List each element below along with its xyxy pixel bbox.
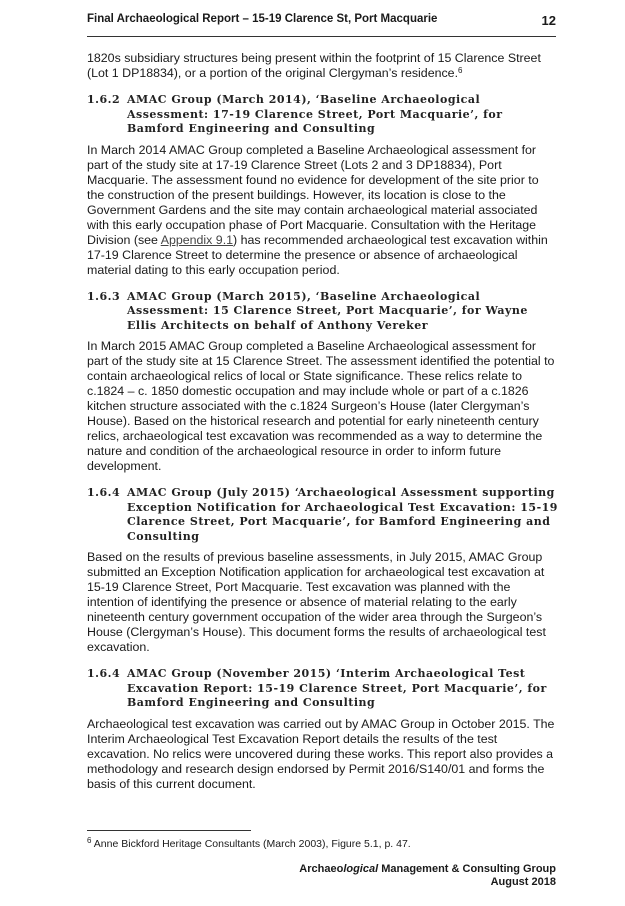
footnote-marker: 6 xyxy=(87,836,92,845)
section-paragraph-1-6-2 xyxy=(87,143,559,278)
paragraph-text: In March 2014 AMAC Group completed a Baseline Archaeological assessment for part of the study site at 17-19 Clarence Street (Lots 2 and 3 DP18834), Port Macquarie. The assessment found no evidence for development of the site prior to the construction of the present buildings. However, its location is close to the Government Gardens and the site may contain archaeological material associated with this early occupation phase of Port Macquarie. Consultation with the Heritage Division (see xyxy=(87,142,539,247)
section-paragraph-1-6-4-november xyxy=(87,717,559,792)
footnote-divider xyxy=(87,830,251,831)
section-heading-1-6-4-july xyxy=(87,486,559,544)
section-paragraph-1-6-4-july xyxy=(87,550,559,655)
section-heading-1-6-3 xyxy=(87,290,559,334)
paragraph-text: Based on the results of previous baseline assessments, in July 2015, AMAC Group submitted an Exception Notification application for archaeological test excavation at 15-19 Clarence Street, Port Macquarie. Test excavation was planned with the intention of identifying the presence or absence of material relating to the early nineteenth century government occupation of the wider area through the Surgeon’s House (Clergyman’s House). This document forms the results of archaeological test excavation. xyxy=(87,550,546,654)
intro-text: 1820s subsidiary structures being present within the footprint of 15 Clarence Street (Lot 1 DP18834), or a portion of the original Clergyman’s residence. xyxy=(87,51,541,80)
footnote-text: Anne Bickford Heritage Consultants (March 2003), Figure 5.1, p. 47. xyxy=(93,838,411,850)
page-footer xyxy=(299,863,556,889)
paragraph-text: In March 2015 AMAC Group completed a Baseline Archaeological assessment for part of the study site at 15 Clarence Street. The assessment identified the potential to contain archaeological relics of local or State significance. These relics relate to c.1824 – c. 1850 domestic occupation and may include whole or part of a c.1826 kitchen structure associated with the c.1824 Surgeon’s House (later Clergyman’s House). Based on the historical research and potential for early nineteenth century relics, archaeological test excavation was recommended as a way to determine the nature and condition of the archaeological resource in order to inform future development. xyxy=(87,339,555,473)
section-number: 1.6.4 xyxy=(87,667,121,680)
section-paragraph-1-6-3 xyxy=(87,339,559,474)
org-name-italic: logical xyxy=(343,863,379,875)
appendix-link[interactable]: Appendix 9.1 xyxy=(160,232,234,247)
paragraph-text: Archaeological test excavation was carried out by AMAC Group in October 2015. The Interim Archaeological Test Excavation Report details the results of the test excavation. No relics were uncovered during these works. This report also provides a methodology and research design endorsed by Permit 2016/S140/01 and forms the basis of this current document. xyxy=(87,716,555,791)
section-number: 1.6.2 xyxy=(87,93,121,106)
section-title: AMAC Group (November 2015) ‘Interim Archaeological Test Excavation Report: 15-19 Clarence Street, Port Macquarie’, for Bamford Engineering and Consulting xyxy=(127,667,547,709)
org-name-part: Management & Consulting Group xyxy=(378,863,556,875)
footnote xyxy=(87,838,411,850)
section-heading-1-6-4-november xyxy=(87,667,559,711)
intro-paragraph xyxy=(87,51,559,81)
section-number: 1.6.4 xyxy=(87,486,121,499)
footer-organisation xyxy=(299,863,556,876)
footnote-reference[interactable]: 6 xyxy=(458,66,463,75)
page-number: 12 xyxy=(541,13,556,28)
section-title: AMAC Group (July 2015) ‘Archaeological Assessment supporting Exception Notification for Archaeological Test Excavation: 15-19 Clarence Street, Port Macquarie’, for Bamford Engineering and Consulting xyxy=(127,486,558,543)
paragraph-text: ) has recommended archaeological test excavation within 17-19 Clarence Street to determine the presence or absence of archaeological material dating to this early occupation period. xyxy=(87,232,548,277)
section-title: AMAC Group (March 2014), ‘Baseline Archaeological Assessment: 17-19 Clarence Street, Port Macquarie’, for Bamford Engineering and Consulting xyxy=(127,93,503,135)
header-title: Final Archaeological Report – 15-19 Clarence St, Port Macquarie xyxy=(87,13,438,25)
section-title: AMAC Group (March 2015), ‘Baseline Archaeological Assessment: 15 Clarence Street, Port Macquarie’, for Wayne Ellis Architects on behalf of Anthony Vereker xyxy=(127,289,528,332)
org-name-part: Archaeo xyxy=(299,863,344,875)
page-header xyxy=(87,12,556,37)
footer-date: August 2018 xyxy=(490,876,556,888)
report-body xyxy=(87,51,559,792)
section-heading-1-6-2 xyxy=(87,93,559,137)
section-number: 1.6.3 xyxy=(87,289,121,303)
